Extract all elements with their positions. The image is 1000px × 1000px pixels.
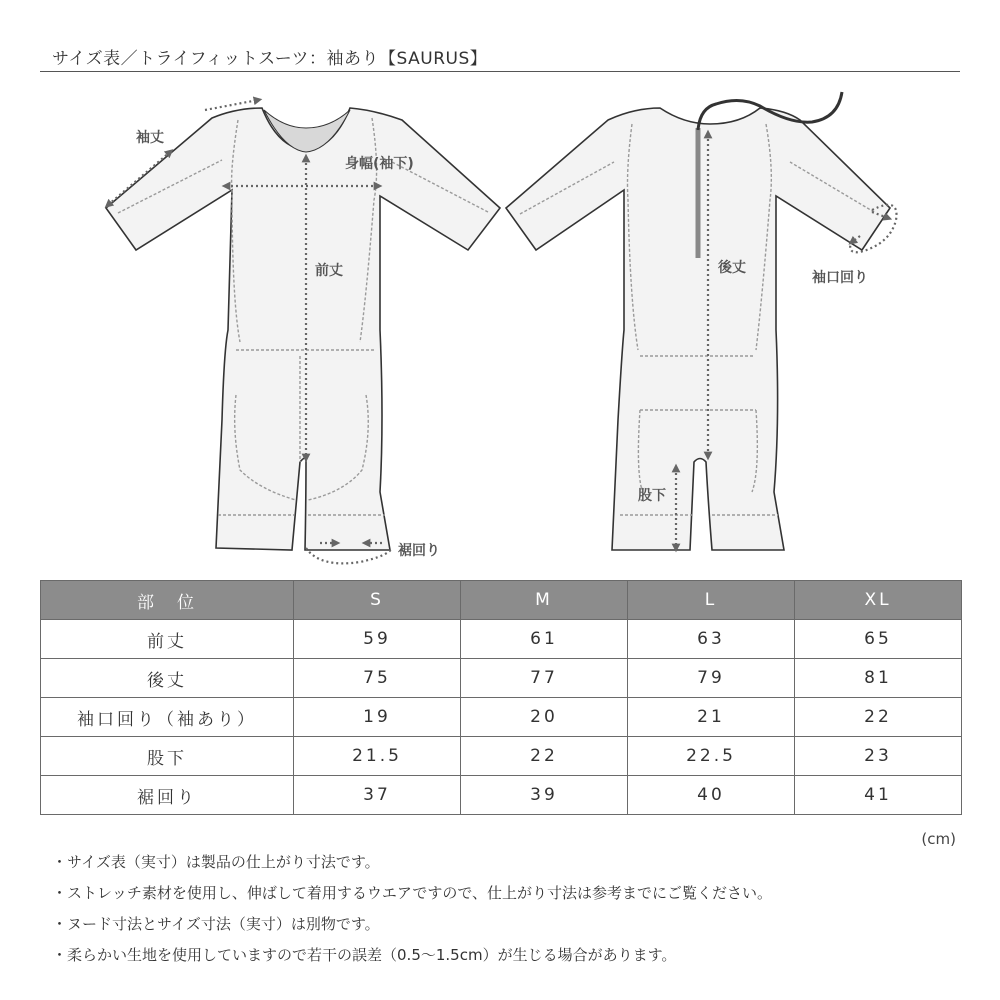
table-row xyxy=(41,698,962,737)
table-row xyxy=(41,620,962,659)
table-row xyxy=(41,737,962,776)
row-part: 前丈 xyxy=(41,620,294,659)
table-header-row xyxy=(41,581,962,620)
size-diagram xyxy=(0,80,1000,580)
note-item: ・ ヌード寸法とサイズ寸法（実寸）は別物です。 xyxy=(52,914,772,945)
header-size-xl: XL xyxy=(795,581,962,620)
table-row xyxy=(41,776,962,815)
cell-value: 77 xyxy=(461,659,628,698)
cell-value: 65 xyxy=(795,620,962,659)
label-sleeve-length: 袖丈 xyxy=(136,130,164,146)
row-part: 袖口回り（袖あり） xyxy=(41,698,294,737)
size-table xyxy=(40,580,962,815)
cell-value: 21 xyxy=(628,698,795,737)
cell-value: 22 xyxy=(461,737,628,776)
header-size-s: S xyxy=(294,581,461,620)
header-size-l: L xyxy=(628,581,795,620)
note-item: ・ ストレッチ素材を使用し、伸ばして着用するウエアですので、仕上がり寸法は参考までにご覧ください。 xyxy=(52,883,772,914)
page-title: サイズ表／トライフィットスーツ：袖あり【SAURUS】 xyxy=(52,49,488,69)
cell-value: 39 xyxy=(461,776,628,815)
cell-value: 81 xyxy=(795,659,962,698)
label-front-length: 前丈 xyxy=(315,263,343,279)
label-hem-circumference: 裾回り xyxy=(398,543,440,559)
cell-value: 41 xyxy=(795,776,962,815)
front-suit xyxy=(106,100,500,563)
cell-value: 22 xyxy=(795,698,962,737)
title-divider xyxy=(40,71,960,72)
note-item: ・ サイズ表（実寸）は製品の仕上がり寸法です。 xyxy=(52,852,772,883)
cell-value: 20 xyxy=(461,698,628,737)
row-part: 股下 xyxy=(41,737,294,776)
cell-value: 23 xyxy=(795,737,962,776)
cell-value: 63 xyxy=(628,620,795,659)
label-chest-width: 身幅(袖下) xyxy=(345,156,414,172)
header-part: 部 位 xyxy=(41,581,294,620)
back-suit xyxy=(506,92,897,550)
cell-value: 61 xyxy=(461,620,628,659)
cell-value: 75 xyxy=(294,659,461,698)
unit-label: (cm) xyxy=(921,830,956,848)
row-part: 裾回り xyxy=(41,776,294,815)
cell-value: 40 xyxy=(628,776,795,815)
cell-value: 22.5 xyxy=(628,737,795,776)
notes-list xyxy=(52,852,772,976)
cell-value: 21.5 xyxy=(294,737,461,776)
cell-value: 59 xyxy=(294,620,461,659)
label-cuff-circumference: 袖口回り xyxy=(812,270,868,286)
header-size-m: M xyxy=(461,581,628,620)
cell-value: 19 xyxy=(294,698,461,737)
note-item: ・ 柔らかい生地を使用していますので若干の誤差（0.5～1.5cm）が生じる場合があります。 xyxy=(52,945,772,976)
label-back-length: 後丈 xyxy=(718,260,746,276)
cell-value: 79 xyxy=(628,659,795,698)
row-part: 後丈 xyxy=(41,659,294,698)
table-row xyxy=(41,659,962,698)
cell-value: 37 xyxy=(294,776,461,815)
label-inseam: 股下 xyxy=(638,488,666,504)
